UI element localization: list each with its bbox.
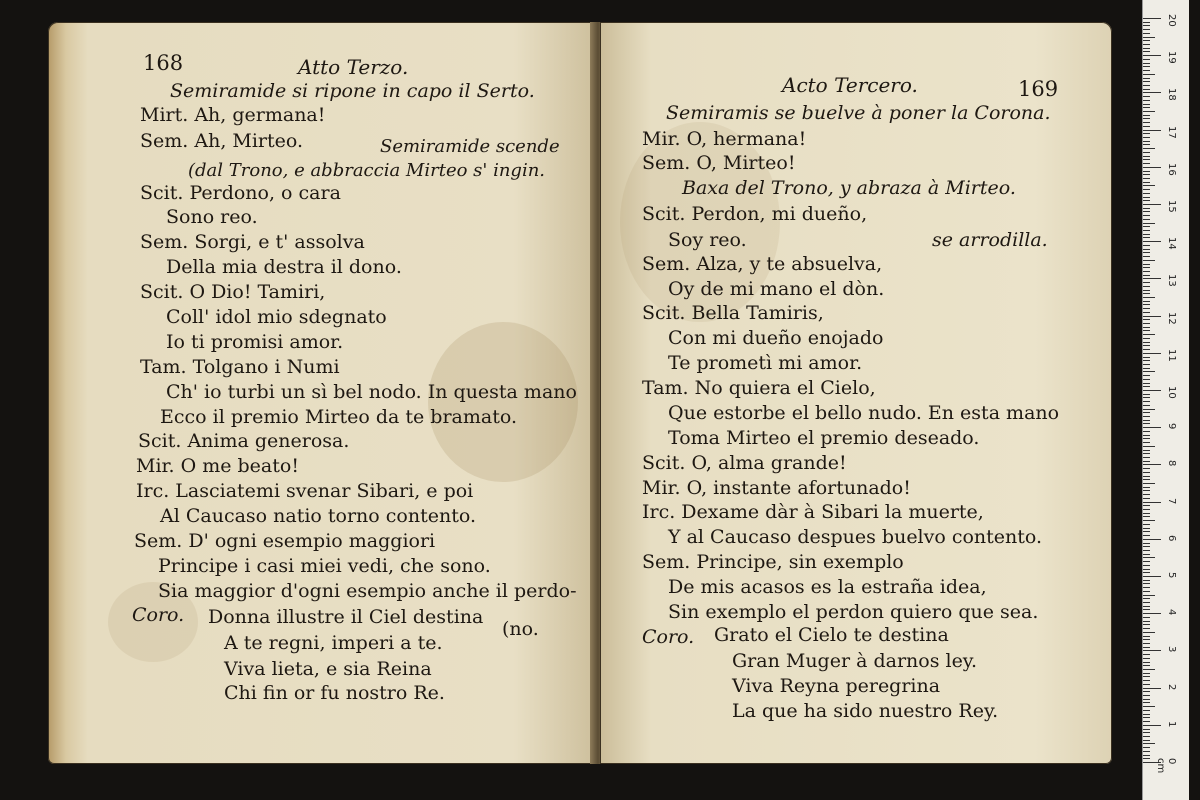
ruler-tick: [1143, 743, 1155, 744]
ruler-tick: [1143, 602, 1150, 603]
ruler-tick: [1143, 758, 1150, 759]
ruler-label: 12: [1166, 311, 1177, 325]
ruler-tick: [1143, 357, 1150, 358]
ruler-tick: [1143, 386, 1150, 387]
ruler-tick: [1143, 159, 1150, 160]
ruler-tick: [1143, 70, 1150, 71]
ruler-tick: [1143, 643, 1150, 644]
ruler-tick: [1143, 249, 1150, 250]
ruler-tick: [1143, 44, 1150, 45]
ruler-tick: [1143, 702, 1150, 703]
ruler-tick: [1143, 163, 1150, 164]
ruler-tick: [1143, 729, 1150, 730]
ruler-tick: [1143, 368, 1150, 369]
ruler-tick: [1143, 375, 1150, 376]
ruler-tick: [1143, 33, 1150, 34]
text-line: Tam. Tolgano i Numi: [140, 356, 340, 378]
text-line: Oy de mi mano el dòn.: [668, 278, 885, 300]
text-line: Te prometì mi amor.: [668, 352, 863, 374]
text-line: Scit. Perdon, mi dueño,: [642, 203, 868, 225]
ruler-tick: [1143, 710, 1150, 711]
ruler-tick: [1143, 576, 1161, 577]
ruler-label: 0 cm: [1155, 758, 1177, 774]
ruler-tick: [1143, 282, 1150, 283]
ruler-tick: [1143, 435, 1150, 436]
ruler-tick: [1143, 658, 1150, 659]
ruler-tick: [1143, 624, 1150, 625]
ruler-tick: [1143, 226, 1150, 227]
text-line: Mir. O me beato!: [136, 455, 299, 477]
ruler-label: 9: [1166, 423, 1177, 430]
stage-direction: (dal Trono, e abbraccia Mirteo s' ingin.: [188, 160, 546, 181]
ruler-tick: [1143, 394, 1150, 395]
ruler-tick: [1143, 591, 1150, 592]
text-line: De mis acasos es la estraña idea,: [668, 576, 987, 598]
ruler-tick: [1143, 409, 1155, 410]
ruler-tick: [1143, 29, 1150, 30]
ruler-tick: [1143, 271, 1150, 272]
ruler-tick: [1143, 256, 1150, 257]
ruler-tick: [1143, 468, 1150, 469]
ruler-tick: [1143, 431, 1150, 432]
ruler-tick: [1143, 360, 1150, 361]
ruler-tick: [1143, 383, 1150, 384]
ruler-tick: [1143, 275, 1150, 276]
ruler-tick: [1143, 130, 1161, 131]
open-book: [48, 22, 1120, 778]
ruler-tick: [1143, 583, 1150, 584]
ruler-tick: [1143, 390, 1161, 391]
page-number: 168: [143, 51, 184, 75]
ruler-tick: [1143, 48, 1150, 49]
ruler-label: 17: [1166, 125, 1177, 139]
text-line: Principe i casi miei vedi, che sono.: [158, 555, 491, 577]
ruler-tick: [1143, 371, 1155, 372]
ruler-tick: [1143, 531, 1150, 532]
ruler-tick: [1143, 732, 1150, 733]
ruler-tick: [1143, 483, 1155, 484]
ruler-tick: [1143, 420, 1150, 421]
text-line: Sem. Sorgi, e t' assolva: [140, 231, 365, 253]
right-page: [600, 22, 1112, 764]
ruler-label: 14: [1166, 237, 1177, 250]
ruler-tick: [1143, 725, 1161, 726]
ruler-tick: [1143, 152, 1150, 153]
ruler-tick: [1143, 662, 1150, 663]
text-line: Grato el Cielo te destina: [714, 624, 949, 646]
ruler-tick: [1143, 260, 1155, 261]
ruler-tick: [1143, 546, 1150, 547]
ruler-tick: [1143, 416, 1150, 417]
ruler-tick: [1143, 141, 1150, 142]
ruler-tick: [1143, 278, 1161, 279]
ruler-tick: [1143, 654, 1150, 655]
ruler-tick: [1143, 688, 1161, 689]
ruler-label: 16: [1166, 162, 1177, 176]
ruler-tick: [1143, 319, 1150, 320]
ruler-tick: [1143, 22, 1150, 23]
text-line: Sem. D' ogni esempio maggiori: [134, 530, 436, 552]
ruler-tick: [1143, 520, 1155, 521]
ruler-tick: [1143, 316, 1161, 317]
ruler-tick: [1143, 304, 1150, 305]
ruler-tick: [1143, 92, 1161, 93]
ruler-tick: [1143, 96, 1150, 97]
ruler-tick: [1143, 543, 1150, 544]
ruler-tick: [1143, 323, 1150, 324]
ruler-label: 3: [1166, 646, 1177, 653]
ruler-tick: [1143, 450, 1150, 451]
ruler-tick: [1143, 572, 1150, 573]
ruler-label: 5: [1166, 572, 1177, 579]
ruler-tick: [1143, 461, 1150, 462]
ruler-tick: [1143, 721, 1150, 722]
ruler-tick: [1143, 193, 1150, 194]
stage-direction: Semiramide scende: [380, 136, 560, 157]
ruler-tick: [1143, 554, 1150, 555]
ruler-tick: [1143, 156, 1150, 157]
ruler-tick: [1143, 25, 1150, 26]
ruler-tick: [1143, 211, 1150, 212]
text-line: Ecco il premio Mirteo da te bramato.: [160, 406, 518, 428]
ruler-tick: [1143, 40, 1150, 41]
ruler-tick: [1143, 100, 1150, 101]
ruler-label: 19: [1166, 51, 1177, 64]
ruler-tick: [1143, 673, 1150, 674]
ruler-tick: [1143, 349, 1150, 350]
ruler-tick: [1143, 364, 1150, 365]
text-line: Sem. Ah, Mirteo.: [140, 130, 304, 152]
text-line: Sin exemplo el perdon quiero que sea.: [668, 601, 1039, 623]
ruler-tick: [1143, 185, 1155, 186]
ruler-tick: [1143, 498, 1150, 499]
ruler-tick: [1143, 595, 1155, 596]
ruler-label: 11: [1166, 348, 1177, 362]
ruler-tick: [1143, 59, 1150, 60]
ruler-tick: [1143, 740, 1150, 741]
ruler-tick: [1143, 74, 1155, 75]
ruler-tick: [1143, 676, 1150, 677]
ruler-tick: [1143, 427, 1161, 428]
ruler-tick: [1143, 78, 1150, 79]
speaker-label: Coro.: [642, 626, 695, 648]
ruler-tick: [1143, 494, 1150, 495]
ruler-label: 2: [1166, 683, 1177, 690]
text-line: Della mia destra il dono.: [166, 256, 402, 278]
ruler-tick: [1143, 397, 1150, 398]
stage-direction: Baxa del Trono, y abraza à Mirteo.: [682, 177, 1016, 199]
ruler-tick: [1143, 755, 1150, 756]
text-line: Io ti promisi amor.: [166, 331, 344, 353]
text-line: Gran Muger à darnos ley.: [732, 650, 978, 672]
ruler-tick: [1143, 312, 1150, 313]
ruler-tick: [1143, 680, 1150, 681]
text-line: Ch' io turbi un sì bel nodo. In questa mano: [166, 381, 577, 403]
text-line: Mirt. Ah, germana!: [140, 104, 326, 126]
ruler-tick: [1143, 453, 1150, 454]
ruler-tick: [1143, 487, 1150, 488]
ruler-tick: [1143, 297, 1155, 298]
ruler-label: 4: [1166, 609, 1177, 616]
ruler-tick: [1143, 636, 1150, 637]
ruler-tick: [1143, 115, 1150, 116]
text-line: Scit. Anima generosa.: [138, 430, 350, 452]
ruler-tick: [1143, 338, 1150, 339]
ruler-tick: [1143, 137, 1150, 138]
ruler-tick: [1143, 401, 1150, 402]
ruler-label: 1: [1166, 720, 1177, 728]
ruler-tick: [1143, 264, 1150, 265]
ruler-tick: [1143, 632, 1155, 633]
text-line: Sem. Alza, y te absuelva,: [642, 253, 883, 275]
text-line: A te regni, imperi a te.: [224, 632, 443, 654]
ruler-tick: [1143, 286, 1150, 287]
ruler-tick: [1143, 472, 1150, 473]
ruler-tick: [1143, 379, 1150, 380]
ruler-tick: [1143, 476, 1150, 477]
text-line: Irc. Dexame dàr à Sibari la muerte,: [642, 501, 984, 523]
ruler-tick: [1143, 178, 1150, 179]
ruler-tick: [1143, 230, 1150, 231]
ruler-label: 13: [1166, 274, 1177, 288]
ruler-tick: [1143, 505, 1150, 506]
ruler-tick: [1143, 669, 1155, 670]
ruler-tick: [1143, 245, 1150, 246]
text-line: Toma Mirteo el premio deseado.: [668, 427, 980, 449]
text-line: Donna illustre il Ciel destina: [208, 606, 484, 628]
ruler-tick: [1143, 647, 1150, 648]
stage-direction: Semiramis se buelve à poner la Corona.: [666, 102, 1051, 124]
ruler-label: 18: [1166, 88, 1177, 102]
ruler-tick: [1143, 557, 1155, 558]
ruler-tick: [1143, 148, 1155, 149]
text-line: Viva Reyna peregrina: [732, 675, 941, 697]
ruler-tick: [1143, 174, 1150, 175]
ruler-tick: [1143, 423, 1150, 424]
page-number: 169: [1018, 77, 1059, 101]
ruler-tick: [1143, 66, 1150, 67]
ruler-tick: [1143, 639, 1150, 640]
text-line: Sia maggior d'ogni esempio anche il perdo-: [158, 580, 577, 602]
ruler-tick: [1143, 55, 1161, 56]
ruler-tick: [1143, 405, 1150, 406]
running-head: Acto Tercero.: [782, 73, 918, 97]
ruler-tick: [1143, 550, 1150, 551]
ruler-tick: [1143, 617, 1150, 618]
left-page: [48, 22, 596, 764]
ruler-tick: [1143, 118, 1150, 119]
text-line: Viva lieta, e sia Reina: [224, 658, 432, 680]
ruler-tick: [1143, 167, 1161, 168]
ruler-tick: [1143, 606, 1150, 607]
ruler-tick: [1143, 200, 1150, 201]
speaker-label: Coro.: [132, 604, 185, 626]
text-line: Sem. Principe, sin exemplo: [642, 551, 904, 573]
ruler-tick: [1143, 215, 1150, 216]
ruler-tick: [1143, 219, 1150, 220]
ruler-tick: [1143, 706, 1155, 707]
ruler-tick: [1143, 736, 1150, 737]
ruler-tick: [1143, 621, 1150, 622]
text-line: Con mi dueño enojado: [668, 327, 884, 349]
ruler-tick: [1143, 182, 1150, 183]
text-line: La que ha sido nuestro Rey.: [732, 700, 999, 722]
ruler-tick: [1143, 442, 1150, 443]
ruler-tick: [1143, 308, 1150, 309]
text-line: Soy reo.: [668, 229, 747, 251]
ruler-tick: [1143, 293, 1150, 294]
stage-direction: se arrodilla.: [932, 229, 1048, 251]
text-line: Coll' idol mio sdegnato: [166, 306, 387, 328]
text-line: Irc. Lasciatemi svenar Sibari, e poi: [136, 480, 474, 502]
ruler-tick: [1143, 18, 1161, 19]
ruler-tick: [1143, 353, 1161, 354]
text-line: Chi fin or fu nostro Re.: [224, 682, 445, 704]
text-line: Sono reo.: [166, 206, 258, 228]
ruler-tick: [1143, 237, 1150, 238]
ruler-tick: [1143, 561, 1150, 562]
ruler-tick: [1143, 122, 1150, 123]
ruler-tick: [1143, 580, 1150, 581]
ruler-tick: [1143, 502, 1161, 503]
ruler-tick: [1143, 569, 1150, 570]
ruler-tick: [1143, 81, 1150, 82]
ruler-tick: [1143, 490, 1150, 491]
text-line: (no.: [502, 618, 539, 640]
ruler-tick: [1143, 628, 1150, 629]
ruler-tick: [1143, 327, 1150, 328]
ruler-tick: [1143, 717, 1150, 718]
ruler-tick: [1143, 509, 1150, 510]
ruler-tick: [1143, 223, 1155, 224]
ruler-label: 6: [1166, 534, 1177, 542]
ruler-tick: [1143, 144, 1150, 145]
ruler-tick: [1143, 301, 1150, 302]
ruler-tick: [1143, 89, 1150, 90]
text-line: Y al Caucaso despues buelvo contento.: [668, 526, 1043, 548]
ruler-tick: [1143, 104, 1150, 105]
ruler-tick: [1143, 751, 1150, 752]
ruler-tick: [1143, 267, 1150, 268]
ruler-tick: [1143, 171, 1150, 172]
ruler-label: 20: [1166, 14, 1177, 27]
text-line: Mir. O, hermana!: [642, 128, 807, 150]
text-line: Scit. Bella Tamiris,: [642, 302, 824, 324]
running-head: Atto Terzo.: [298, 55, 409, 79]
ruler-tick: [1143, 457, 1150, 458]
text-line: Al Caucaso natio torno contento.: [160, 505, 476, 527]
ruler-tick: [1143, 234, 1150, 235]
ruler-tick: [1143, 565, 1150, 566]
ruler-tick: [1143, 63, 1150, 64]
ruler-label: 7: [1166, 497, 1177, 504]
ruler-tick: [1143, 598, 1150, 599]
ruler-tick: [1143, 189, 1150, 190]
ruler-tick: [1143, 684, 1150, 685]
ruler-tick: [1143, 479, 1150, 480]
ruler-tick: [1143, 513, 1150, 514]
ruler-tick: [1143, 464, 1161, 465]
ruler-tick: [1143, 126, 1150, 127]
ruler-tick: [1143, 699, 1150, 700]
text-line: Que estorbe el bello nudo. En esta mano: [668, 402, 1060, 424]
ruler-tick: [1143, 241, 1161, 242]
ruler-tick: [1143, 524, 1150, 525]
ruler-tick: [1143, 208, 1150, 209]
ruler-tick: [1143, 252, 1150, 253]
ruler-tick: [1143, 51, 1150, 52]
ruler-tick: [1143, 665, 1150, 666]
ruler-tick: [1143, 691, 1150, 692]
ruler-tick: [1143, 587, 1150, 588]
ruler-tick: [1143, 412, 1150, 413]
ruler-tick: [1143, 85, 1150, 86]
ruler-tick: [1143, 650, 1161, 651]
ruler-tick: [1143, 197, 1150, 198]
ruler-tick: [1143, 37, 1155, 38]
ruler-tick: [1143, 438, 1150, 439]
ruler-tick: [1143, 539, 1161, 540]
ruler-label: 15: [1166, 200, 1177, 213]
ruler-tick: [1143, 330, 1150, 331]
ruler-tick: [1143, 747, 1150, 748]
ruler-label: 8: [1166, 460, 1177, 467]
ruler-tick: [1143, 714, 1150, 715]
ruler-tick: [1143, 342, 1150, 343]
ruler-tick: [1143, 345, 1150, 346]
ruler-tick: [1143, 334, 1155, 335]
ruler-tick: [1143, 516, 1150, 517]
text-line: Scit. Perdono, o cara: [140, 182, 341, 204]
text-line: Scit. O Dio! Tamiri,: [140, 281, 326, 303]
ruler-tick: [1143, 111, 1155, 112]
ruler-tick: [1143, 535, 1150, 536]
ruler-tick: [1143, 204, 1161, 205]
text-line: Sem. O, Mirteo!: [642, 152, 796, 174]
ruler-tick: [1143, 107, 1150, 108]
ruler-label: 10: [1166, 386, 1177, 399]
ruler-tick: [1143, 613, 1161, 614]
ruler-tick: [1143, 695, 1150, 696]
ruler-tick: [1143, 528, 1150, 529]
ruler-tick: [1143, 609, 1150, 610]
ruler-tick: [1143, 133, 1150, 134]
ruler-tick: [1143, 290, 1150, 291]
text-line: Mir. O, instante afortunado!: [642, 477, 911, 499]
stage-direction: Semiramide si ripone in capo il Serto.: [170, 80, 535, 102]
measurement-ruler: [1142, 0, 1189, 800]
text-line: Tam. No quiera el Cielo,: [642, 377, 876, 399]
ruler-tick: [1143, 446, 1155, 447]
text-line: Scit. O, alma grande!: [642, 452, 847, 474]
